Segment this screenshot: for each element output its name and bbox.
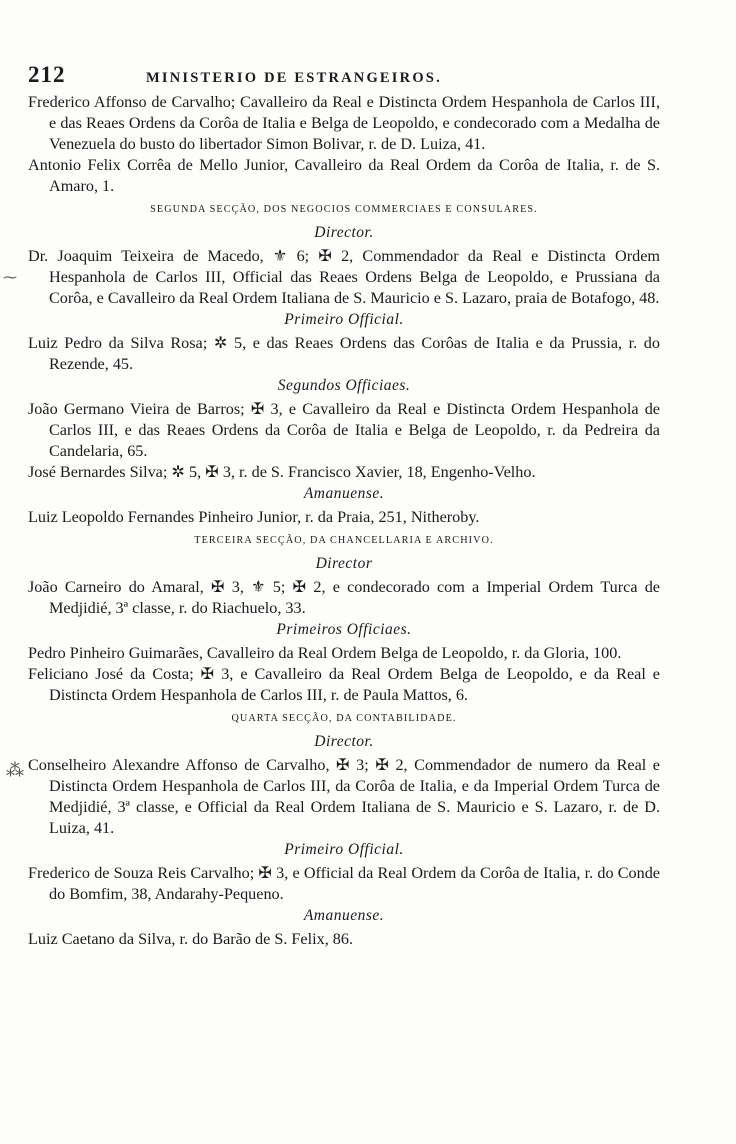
entry-antonio-felix: Antonio Felix Corrêa de Mello Junior, Cavalleiro da Real Ordem da Corôa de Italia, r. de S. Amaro, 1. [28,156,660,195]
entry-amanuense: Luiz Caetano da Silva, r. do Barão de S. Felix, 86. [28,930,354,948]
entry-primeiro-official: Pedro Pinheiro Guimarães, Cavalleiro da Real Ordem Belga de Leopoldo, r. da Gloria, 100. [28,644,622,662]
role-segundos-officiaes: Segundos Officiaes. [277,377,411,394]
role-director: Director. [314,733,374,750]
role-primeiros-officiaes: Primeiros Officiaes. [276,621,412,638]
document-page [28,62,660,950]
role-primeiro-official: Primeiro Official. [284,311,404,328]
entry-primeiro-official: Frederico de Souza Reis Carvalho; ✠ 3, e Official da Real Ordem da Corôa de Italia, r. do Conde do Bomfim, 38, Andarahy-Pequeno. [28,864,660,903]
entry-segundo-official: José Bernardes Silva; ✲ 5, ✠ 3, r. de S. Francisco Xavier, 18, Engenho-Velho. [28,463,536,481]
role-director: Director. [314,224,374,241]
running-title: MINISTERIO DE ESTRANGEIROS. [146,70,442,86]
section-heading-quarta: QUARTA SECÇÃO, DA CONTABILIDADE. [231,713,457,724]
margin-mark: ⁂ [6,760,24,780]
entry-amanuense: Luiz Leopoldo Fernandes Pinheiro Junior, r. da Praia, 251, Nitheroby. [28,508,480,526]
entry-primeiro-official: Feliciano José da Costa; ✠ 3, e Cavalleiro da Real Ordem Belga de Leopoldo, e da Real e Distincta Ordem Hespanhola de Carlos III, r. de Paula Mattos, 6. [28,665,660,704]
entry-director: João Carneiro do Amaral, ✠ 3, ⚜ 5; ✠ 2, e condecorado com a Imperial Ordem Turca de Medjidié, 3ª classe, r. do Riachuelo, 33. [28,578,660,617]
page-number: 212 [28,62,66,87]
entry-primeiro-official: Luiz Pedro da Silva Rosa; ✲ 5, e das Reaes Ordens das Corôas de Italia e da Prussia, r. do Rezende, 45. [28,334,660,373]
role-primeiro-official: Primeiro Official. [284,841,404,858]
entry-segundo-official: João Germano Vieira de Barros; ✠ 3, e Cavalleiro da Real e Distincta Ordem Hespanhola de Carlos III, e das Reaes Ordens da Corôa de Italia e Belga de Leopoldo, r. da Pedreira da Candelaria, 65. [28,400,660,460]
margin-mark: ⁓ [3,271,17,286]
section-heading-segunda: SEGUNDA SECÇÃO, DOS NEGOCIOS COMMERCIAES E CONSULARES. [150,204,538,215]
entry-director: Conselheiro Alexandre Affonso de Carvalho, ✠ 3; ✠ 2, Commendador de numero da Real e Distincta Ordem Hespanhola de Carlos III, da Corôa de Italia, e da Imperial Ordem Turca de Medjidié, 3ª classe, e Official da Real Ordem Italiana de S. Mauricio e S. Lazaro, r. de D. Luiza, 41. [28,756,660,837]
section-heading-terceira: TERCEIRA SECÇÃO, DA CHANCELLARIA E ARCHIVO. [194,535,494,546]
role-director: Director [315,555,373,572]
entry-director: Dr. Joaquim Teixeira de Macedo, ⚜ 6; ✠ 2, Commendador da Real e Distincta Ordem Hespanhola de Carlos III, Official das Reaes Ordens Belga de Leopoldo, e Prussiana da Corôa, e Cavalleiro da Real Ordem Italiana de S. Mauricio e S. Lazaro, praia de Botafogo, 48. [28,247,660,307]
page-header [28,62,660,92]
entry-frederico-affonso: Frederico Affonso de Carvalho; Cavalleiro da Real e Distincta Ordem Hespanhola de Carlos III, e das Reaes Ordens da Corôa de Italia e Belga de Leopoldo, e condecorado com a Medalha de Venezuela do busto do libertador Simon Bolivar, r. de D. Luiza, 41. [28,93,660,153]
role-amanuense: Amanuense. [303,485,385,502]
role-amanuense: Amanuense. [303,907,385,924]
